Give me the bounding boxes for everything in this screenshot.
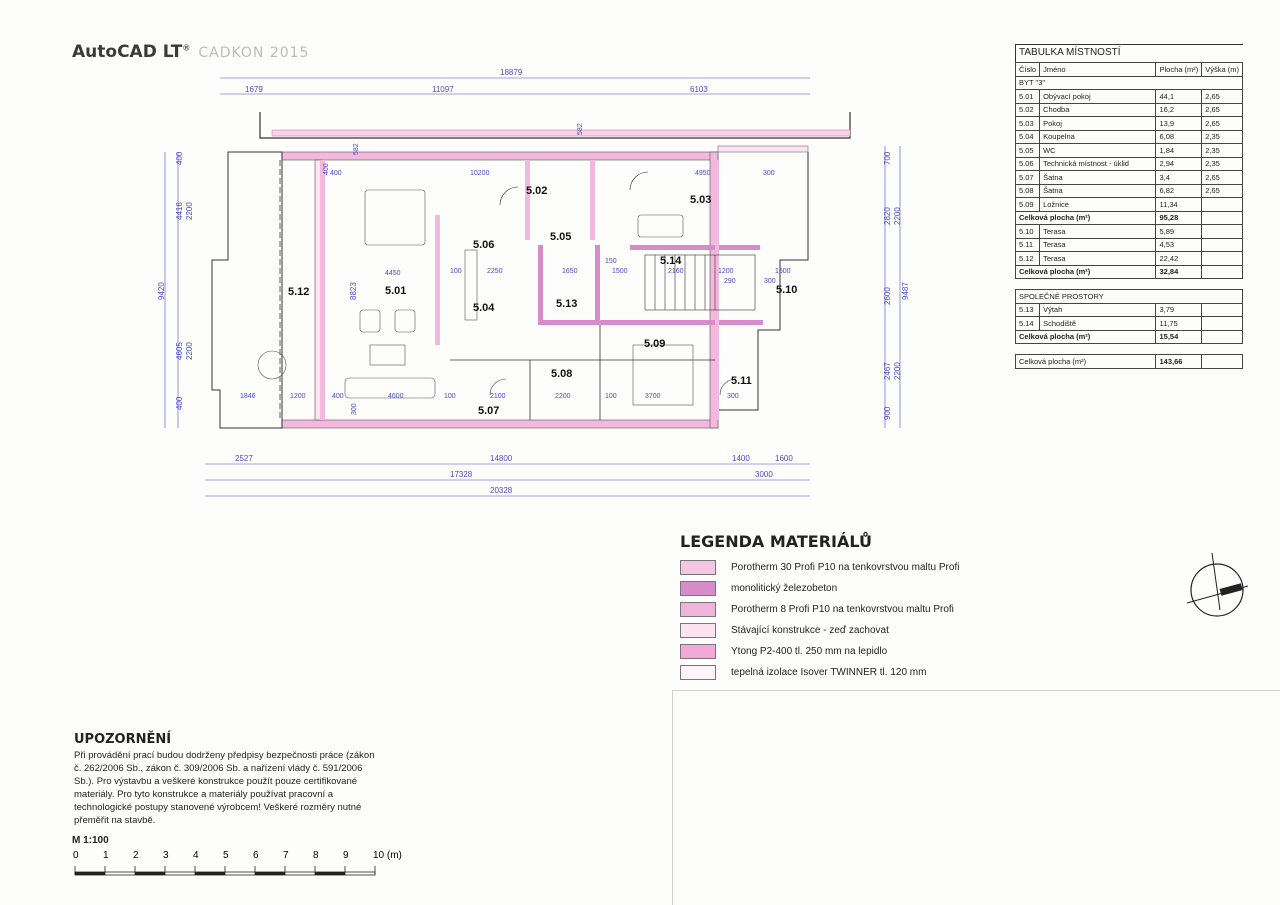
- dim-top-2: 11097: [432, 85, 454, 94]
- scale-tick-label: 9: [343, 850, 349, 861]
- scale-tick-label: 4: [193, 850, 199, 861]
- cell-height: [1202, 252, 1243, 266]
- th-number: Číslo: [1016, 63, 1040, 77]
- dim-top-total: 18879: [500, 68, 523, 77]
- scale-tick-label: 8: [313, 850, 319, 861]
- north-arrow-icon: [1182, 548, 1252, 618]
- room-5-12: 5.12: [288, 286, 310, 298]
- frame-divider: [672, 690, 673, 905]
- th-area: Plocha (m²): [1156, 63, 1202, 77]
- cell-height: 2,65: [1202, 103, 1243, 117]
- dim-inner-26: 582: [353, 143, 360, 155]
- cell-number: 5.03: [1016, 117, 1040, 131]
- total2-empty: [1202, 265, 1243, 279]
- cell-area: 6,82: [1156, 184, 1202, 198]
- wall-elevator-2: [595, 245, 600, 325]
- dim-bottom-2: 14800: [490, 454, 513, 463]
- legend-swatch: [680, 623, 716, 638]
- cell-area: 16,2: [1156, 103, 1202, 117]
- table-section: [1016, 76, 1243, 90]
- floor-plan: [157, 60, 920, 510]
- room-5-09: 5.09: [644, 338, 666, 350]
- cell-name: Šatna: [1040, 171, 1156, 185]
- cell-height: [1202, 225, 1243, 239]
- cell-area: 11,75: [1156, 317, 1202, 331]
- cell-name: Šatna: [1040, 184, 1156, 198]
- section-byt3: BYT "3": [1016, 76, 1243, 90]
- dim-left-3: 4605: [175, 342, 184, 360]
- cell-name: Obývací pokoj: [1040, 90, 1156, 104]
- scale-tick-label: 7: [283, 850, 289, 861]
- dim-right-7: 900: [883, 406, 892, 420]
- grand-empty: [1202, 355, 1243, 369]
- legend-item: [680, 620, 959, 641]
- th-name: Jméno: [1040, 63, 1156, 77]
- cell-height: 2,35: [1202, 157, 1243, 171]
- cell-area: 44,1: [1156, 90, 1202, 104]
- dim-top-1: 1679: [245, 85, 263, 94]
- table-rows-common: [1016, 303, 1243, 330]
- room-5-11: 5.11: [731, 375, 752, 387]
- dim-inner-14: 400: [332, 393, 344, 400]
- legend-swatch: [680, 602, 716, 617]
- dim-inner-28: 300: [351, 403, 358, 415]
- dim-inner-4: 2250: [487, 268, 503, 275]
- total2-value: 32,84: [1156, 265, 1202, 279]
- dim-inner-21: 300: [727, 393, 739, 400]
- brand-reg: ®: [182, 43, 191, 53]
- terrace-512-outline: [212, 152, 282, 428]
- scale-bar: [72, 835, 402, 887]
- legend-title: LEGENDA MATERIÁLŮ: [680, 532, 872, 551]
- cell-name: Koupelna: [1040, 130, 1156, 144]
- room-5-13: 5.13: [556, 298, 578, 310]
- cell-height: 2,65: [1202, 184, 1243, 198]
- table-total-row: [1016, 211, 1243, 225]
- app-brand: [72, 42, 309, 62]
- scale-tick-label: 0: [73, 850, 79, 861]
- cell-area: 3,4: [1156, 171, 1202, 185]
- cell-name: Výtah: [1040, 303, 1156, 317]
- brand-version: CADKON 2015: [198, 45, 310, 61]
- table-row: [1016, 144, 1243, 158]
- table-total-row: [1016, 265, 1243, 279]
- cell-area: 1,84: [1156, 144, 1202, 158]
- dim-inner-1: 10200: [470, 170, 490, 177]
- table-row: [1016, 157, 1243, 171]
- table-row: [1016, 90, 1243, 104]
- cell-area: 2,94: [1156, 157, 1202, 171]
- dim-inner-2: 4950: [695, 170, 711, 177]
- cell-name: Technická místnost - úklid: [1040, 157, 1156, 171]
- dim-inner-9: 1600: [775, 268, 791, 275]
- scale-graphic: [72, 846, 402, 882]
- room-5-04: 5.04: [473, 302, 495, 314]
- cell-number: 5.07: [1016, 171, 1040, 185]
- cell-area: 5,89: [1156, 225, 1202, 239]
- dim-top-3: 6103: [690, 85, 708, 94]
- dim-left-7: 8823: [349, 282, 358, 300]
- dim-right-4: 2467: [883, 362, 892, 380]
- dim-inner-13: 1200: [290, 393, 306, 400]
- cell-number: 5.02: [1016, 103, 1040, 117]
- cell-height: 2,65: [1202, 171, 1243, 185]
- dim-inner-6: 1500: [612, 268, 628, 275]
- grand-label: Celková plocha (m²): [1016, 355, 1156, 369]
- wall-interior-1: [320, 160, 325, 420]
- table-total-row: [1016, 330, 1243, 344]
- table-gap: [1016, 344, 1243, 355]
- table-row: [1016, 198, 1243, 212]
- wall-stairs: [538, 320, 763, 325]
- wall-stairs-top: [630, 245, 760, 250]
- cell-number: 5.12: [1016, 252, 1040, 266]
- dim-bottom-3: 1400: [732, 454, 750, 463]
- scale-tick-label: 5: [223, 850, 229, 861]
- legend-item: [680, 578, 959, 599]
- cell-area: 6,08: [1156, 130, 1202, 144]
- cell-number: 5.06: [1016, 157, 1040, 171]
- legend-label: tepelná izolace Isover TWINNER tl. 120 mm: [731, 667, 927, 678]
- legend-item: [680, 599, 959, 620]
- dim-right-3: 2600: [883, 287, 892, 305]
- scale-tick-label: 3: [163, 850, 169, 861]
- dim-inner-8: 1200: [718, 268, 734, 275]
- total1-value: 95,28: [1156, 211, 1202, 225]
- dim-bottom-7: 20328: [490, 486, 513, 495]
- cell-area: 4,53: [1156, 238, 1202, 252]
- brand-name: AutoCAD LT: [72, 42, 183, 62]
- dim-inner-16: 100: [444, 393, 456, 400]
- dim-inner-20: 3700: [645, 393, 661, 400]
- dim-bottom-4: 1600: [775, 454, 793, 463]
- dim-bottom-1: 2527: [235, 454, 253, 463]
- cell-number: 5.11: [1016, 238, 1040, 252]
- legend-items: [680, 557, 959, 683]
- dim-right-2: 2200: [893, 207, 902, 225]
- cell-number: 5.04: [1016, 130, 1040, 144]
- warning-title: UPOZORNĚNÍ: [74, 732, 172, 747]
- room-table-title: TABULKA MÍSTNOSTÍ: [1015, 44, 1243, 62]
- wall-bath: [435, 215, 440, 345]
- wall-elevator-1: [538, 245, 543, 325]
- cell-number: 5.13: [1016, 303, 1040, 317]
- section-common: SPOLEČNÉ PROSTORY: [1016, 290, 1243, 304]
- dim-left-total: 9420: [157, 282, 166, 300]
- cell-area: 11,34: [1156, 198, 1202, 212]
- dim-inner-15: 4600: [388, 393, 404, 400]
- cell-name: Schodiště: [1040, 317, 1156, 331]
- warning-block: [74, 732, 384, 827]
- table-row: [1016, 103, 1243, 117]
- legend-swatch: [680, 644, 716, 659]
- cell-number: 5.01: [1016, 90, 1040, 104]
- wall-room503: [590, 160, 595, 240]
- dim-inner-22: 300: [763, 170, 775, 177]
- dim-bottom-5: 17328: [450, 470, 473, 479]
- cell-height: 2,65: [1202, 90, 1243, 104]
- scale-label: M 1:100: [72, 835, 109, 846]
- dim-inner-11: 300: [764, 278, 776, 285]
- cell-name: WC: [1040, 144, 1156, 158]
- total2-label: Celková plocha (m²): [1016, 265, 1156, 279]
- table-row: [1016, 317, 1243, 331]
- dim-inner-18: 2200: [555, 393, 571, 400]
- table-row: [1016, 303, 1243, 317]
- room-table: [1015, 44, 1243, 369]
- table-row: [1016, 184, 1243, 198]
- scale-tick-label: 1: [103, 850, 109, 861]
- dim-left-1: 4416: [175, 202, 184, 220]
- total3-label: Celková plocha (m²): [1016, 330, 1156, 344]
- cell-number: 5.09: [1016, 198, 1040, 212]
- cell-number: 5.14: [1016, 317, 1040, 331]
- dim-left-4: 2200: [185, 342, 194, 360]
- cell-height: [1202, 238, 1243, 252]
- dim-left-6: 400: [175, 396, 184, 410]
- legend-label: Ytong P2-400 tl. 250 mm na lepidlo: [731, 646, 888, 657]
- legend-item: [680, 557, 959, 578]
- grand-value: 143,66: [1156, 355, 1202, 369]
- table-rows-flat: [1016, 90, 1243, 212]
- legend-label: Stávající konstrukce - zeď zachovat: [731, 625, 889, 636]
- legend-label: Porotherm 8 Profi P10 na tenkovrstvou maltu Profi: [731, 604, 954, 615]
- table-rows-terrace: [1016, 225, 1243, 266]
- legend-label: monolitický železobeton: [731, 583, 838, 594]
- frame-divider: [672, 690, 1280, 691]
- cell-name: Pokoj: [1040, 117, 1156, 131]
- table-row: [1016, 171, 1243, 185]
- legend-item: [680, 641, 959, 662]
- legend-item: [680, 662, 959, 683]
- dim-right-5: 2200: [893, 362, 902, 380]
- room-5-10: 5.10: [776, 284, 798, 296]
- table-row: [1016, 117, 1243, 131]
- cell-height: 2,35: [1202, 144, 1243, 158]
- dim-inner-25: 150: [605, 258, 617, 265]
- dim-inner-19: 100: [605, 393, 617, 400]
- dim-inner-7: 2160: [668, 268, 684, 275]
- legend-label: Porotherm 30 Profi P10 na tenkovrstvou maltu Profi: [731, 562, 960, 573]
- total1-label: Celková plocha (m²): [1016, 211, 1156, 225]
- table-row: [1016, 252, 1243, 266]
- dim-inner-5: 1650: [562, 268, 578, 275]
- room-5-08: 5.08: [551, 368, 573, 380]
- scale-tick-label: 6: [253, 850, 259, 861]
- dim-inner-24: 100: [450, 268, 462, 275]
- scale-tick-label: 10 (m): [373, 850, 402, 861]
- dim-inner-23: 400: [330, 170, 342, 177]
- cell-name: Terasa: [1040, 252, 1156, 266]
- room-5-03: 5.03: [690, 194, 712, 206]
- scale-tick-label: 2: [133, 850, 139, 861]
- dim-inner-27: 582: [577, 123, 584, 135]
- wall-corridor: [525, 160, 530, 240]
- table-grand-total: [1016, 355, 1243, 369]
- cell-number: 5.05: [1016, 144, 1040, 158]
- cell-name: Ložnice: [1040, 198, 1156, 212]
- dim-right-1: 2820: [883, 207, 892, 225]
- wall-east-wing: [718, 146, 808, 152]
- table-header: [1016, 63, 1243, 77]
- dim-bottom-6: 3000: [755, 470, 773, 479]
- table-row: [1016, 238, 1243, 252]
- room-5-07: 5.07: [478, 405, 500, 417]
- table-row: [1016, 130, 1243, 144]
- cell-height: [1202, 198, 1243, 212]
- total1-empty: [1202, 211, 1243, 225]
- dim-inner-12: 1846: [240, 393, 256, 400]
- room-5-14: 5.14: [660, 255, 682, 267]
- dim-inner-29: 400: [323, 163, 330, 175]
- legend-swatch: [680, 665, 716, 680]
- dim-inner-17: 2100: [490, 393, 506, 400]
- wall-inner-east: [715, 160, 719, 420]
- table-section: [1016, 290, 1243, 304]
- dim-inner-3: 4450: [385, 270, 401, 277]
- cell-height: 2,35: [1202, 130, 1243, 144]
- cell-area: 3,79: [1156, 303, 1202, 317]
- room-5-02: 5.02: [526, 185, 548, 197]
- dim-inner-10: 290: [724, 278, 736, 285]
- dim-right-6: 700: [883, 151, 892, 165]
- cell-name: Terasa: [1040, 238, 1156, 252]
- room-5-01: 5.01: [385, 285, 407, 297]
- table-row: [1016, 225, 1243, 239]
- terrace-wall: [272, 130, 850, 136]
- legend-swatch: [680, 560, 716, 575]
- th-height: Výška (m): [1202, 63, 1243, 77]
- total3-empty: [1202, 330, 1243, 344]
- dim-left-2: 2200: [185, 202, 194, 220]
- cell-name: Terasa: [1040, 225, 1156, 239]
- legend-swatch: [680, 581, 716, 596]
- materials-legend: [680, 532, 959, 683]
- cell-number: 5.10: [1016, 225, 1040, 239]
- wall-south: [282, 420, 718, 428]
- cell-height: [1202, 303, 1243, 317]
- cell-height: [1202, 317, 1243, 331]
- dim-right-total: 9487: [901, 282, 910, 300]
- cell-height: 2,65: [1202, 117, 1243, 131]
- table-gap: [1016, 279, 1243, 290]
- cell-name: Chodba: [1040, 103, 1156, 117]
- cell-area: 22,42: [1156, 252, 1202, 266]
- room-5-05: 5.05: [550, 231, 572, 243]
- warning-text: Při provádění prací budou dodrženy předpisy bezpečnosti práce (zákon č. 262/2006 Sb., zákon č. 309/2006 Sb. a nařízení vlády č. 591/2006 Sb.). Pro výstavbu a veškeré konstrukce použít pouze certifikované materiály. Pro tyto konstrukce a materiály používat pracovní a technologické postupy stanovené výrobcem! Veškeré rozměry nutné přeměřit na stavbě.: [74, 750, 375, 826]
- wall-north: [282, 152, 718, 160]
- room-table-grid: [1015, 62, 1243, 369]
- cell-number: 5.08: [1016, 184, 1040, 198]
- room-5-06: 5.06: [473, 239, 495, 251]
- cell-area: 13,9: [1156, 117, 1202, 131]
- total3-value: 15,54: [1156, 330, 1202, 344]
- dim-left-5: 400: [175, 151, 184, 165]
